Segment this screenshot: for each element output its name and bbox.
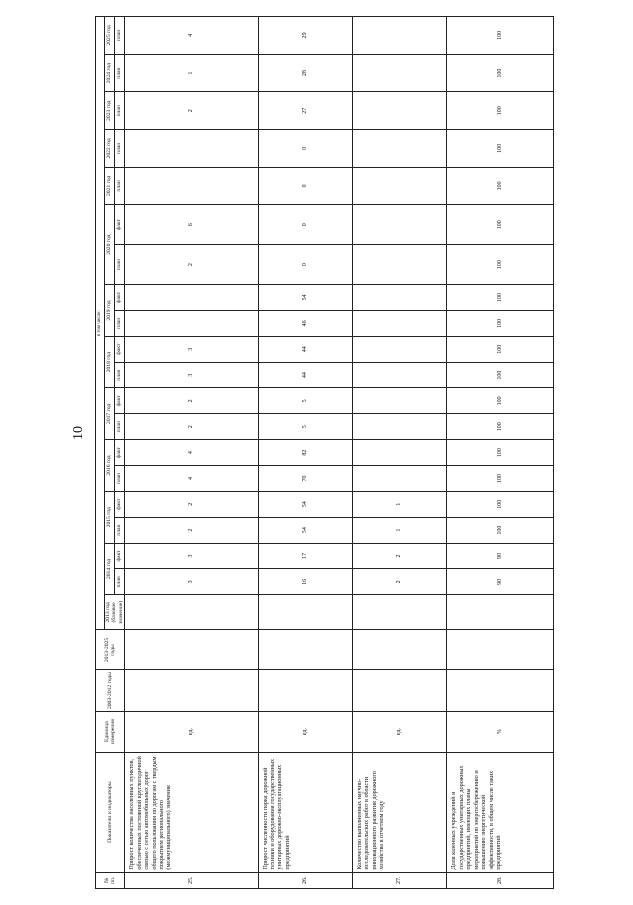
plan-cell: 4 (125, 466, 258, 492)
table-row (125, 17, 258, 889)
plan-cell: 100 (447, 92, 554, 130)
fact-cell: 90 (447, 543, 554, 569)
header-fact: факт (115, 543, 125, 569)
fact-cell: 2 (353, 543, 447, 569)
header-plan: план (115, 54, 125, 92)
value-2013-base (258, 595, 352, 630)
plan-cell: 27 (258, 92, 352, 130)
plan-cell: 3 (125, 362, 258, 388)
header-year: 2025 год (105, 17, 115, 55)
plan-cell: 0 (258, 130, 352, 168)
header-plan: план (115, 414, 125, 440)
fact-cell: 100 (447, 440, 554, 466)
plan-cell: 100 (447, 54, 554, 92)
plan-cell: 2 (125, 92, 258, 130)
header-fact: факт (115, 285, 125, 311)
fact-cell: 100 (447, 205, 554, 245)
plan-cell: 1 (353, 517, 447, 543)
header-year: 2023 год (105, 92, 115, 130)
fact-cell: 54 (258, 491, 352, 517)
plan-cell: 2 (353, 569, 447, 595)
value-2013-2025 (447, 630, 554, 670)
header-year: 2021 год (105, 167, 115, 205)
plan-cell: 100 (447, 167, 554, 205)
value-2003-2012 (125, 670, 258, 711)
unit-cell: ед. (125, 711, 258, 752)
row-number: 26. (258, 872, 352, 888)
indicators-table (95, 16, 554, 889)
indicator-name: Прирост численности парка дорожной техники и оборудования государственных унитарных дорожно-эксплуатационных предприятий (258, 752, 352, 872)
plan-cell (125, 310, 258, 336)
fact-cell: 3 (125, 543, 258, 569)
header-num: № пп. (96, 872, 125, 888)
fact-cell: 100 (447, 388, 554, 414)
plan-cell: 70 (258, 466, 352, 492)
indicator-name: Количество выполненных научно-исследовательских работ в области инновационного развития дорожного хозяйства в отчетном году (353, 752, 447, 872)
value-2013-base (125, 595, 258, 630)
header-2013-base: 2013 год (базовое значение) (105, 595, 125, 630)
plan-cell (353, 167, 447, 205)
fact-cell: 2 (125, 388, 258, 414)
value-2003-2012 (447, 670, 554, 711)
header-year: 2018 год (105, 336, 115, 388)
plan-cell: 0 (258, 167, 352, 205)
value-2013-2025 (258, 630, 352, 670)
fact-cell: 17 (258, 543, 352, 569)
fact-cell (353, 205, 447, 245)
plan-cell: 46 (258, 310, 352, 336)
header-plan: план (115, 569, 125, 595)
plan-cell: 28 (258, 54, 352, 92)
header-year: 2020 год (105, 205, 115, 285)
value-2013-2025 (125, 630, 258, 670)
header-2013-2025: 2013-2025 годы (96, 630, 125, 670)
value-2013-2025 (353, 630, 447, 670)
plan-cell: 100 (447, 466, 554, 492)
plan-cell (353, 130, 447, 168)
header-year: 2024 год (105, 54, 115, 92)
fact-cell: 0 (258, 205, 352, 245)
fact-cell: 6 (125, 205, 258, 245)
fact-cell: 54 (258, 285, 352, 311)
row-number: 27. (353, 872, 447, 888)
header-year: 2016 год (105, 440, 115, 492)
plan-cell: 100 (447, 245, 554, 285)
plan-cell: 2 (125, 517, 258, 543)
indicator-name: Доля казенных учреждений и государственных унитарных дорожных предприятий, имеющих планы мероприятий по энергосбережению и повышению энергетической эффективности, в общем числе таких предприятий (447, 752, 554, 872)
plan-cell (353, 245, 447, 285)
plan-cell: 5 (258, 414, 352, 440)
unit-cell: % (447, 711, 554, 752)
plan-cell: 4 (125, 17, 258, 55)
page-number: 10 (71, 426, 86, 440)
row-number: 25. (125, 872, 258, 888)
header-year: 2014 год (105, 543, 115, 595)
header-plan: план (115, 130, 125, 168)
table-row (258, 17, 352, 889)
value-2003-2012 (258, 670, 352, 711)
plan-cell: 16 (258, 569, 352, 595)
plan-cell: 3 (125, 569, 258, 595)
rotated-table-wrapper (95, 16, 549, 889)
fact-cell: 4 (125, 440, 258, 466)
header-including: в том числе: (96, 17, 105, 631)
fact-cell: 44 (258, 336, 352, 362)
table-row (447, 17, 554, 889)
header-fact: факт (115, 440, 125, 466)
plan-cell: 1 (125, 54, 258, 92)
header-year: 2019 год (105, 285, 115, 337)
fact-cell: 3 (125, 336, 258, 362)
header-plan: план (115, 92, 125, 130)
plan-cell (353, 466, 447, 492)
fact-cell: 5 (258, 388, 352, 414)
header-year: 2015 год (105, 491, 115, 543)
plan-cell (125, 167, 258, 205)
header-plan: план (115, 17, 125, 55)
plan-cell: 2 (125, 414, 258, 440)
plan-cell (353, 92, 447, 130)
header-plan: план (115, 167, 125, 205)
plan-cell (125, 130, 258, 168)
plan-cell (353, 310, 447, 336)
fact-cell (353, 388, 447, 414)
header-plan: план (115, 517, 125, 543)
fact-cell (125, 285, 258, 311)
plan-cell (353, 54, 447, 92)
fact-cell: 82 (258, 440, 352, 466)
header-fact: факт (115, 205, 125, 245)
plan-cell: 100 (447, 517, 554, 543)
header-year: 2017 год (105, 388, 115, 440)
plan-cell: 100 (447, 17, 554, 55)
plan-cell: 44 (258, 362, 352, 388)
row-number: 28. (447, 872, 554, 888)
header-name: Показатели и индикаторы (96, 752, 125, 872)
unit-cell: ед. (353, 711, 447, 752)
plan-cell: 0 (258, 245, 352, 285)
plan-cell: 100 (447, 362, 554, 388)
value-2013-base (353, 595, 447, 630)
header-plan: план (115, 466, 125, 492)
fact-cell (353, 285, 447, 311)
fact-cell: 100 (447, 491, 554, 517)
fact-cell: 100 (447, 336, 554, 362)
fact-cell (353, 440, 447, 466)
header-plan: план (115, 310, 125, 336)
plan-cell: 29 (258, 17, 352, 55)
plan-cell (353, 17, 447, 55)
value-2013-base (447, 595, 554, 630)
header-fact: факт (115, 336, 125, 362)
header-fact: факт (115, 388, 125, 414)
header-unit: Единица измерения (96, 711, 125, 752)
fact-cell (353, 336, 447, 362)
indicator-name: Прирост количества населенных пунктов, обеспеченных постоянной круглогодичной связью с сетью автомобильных дорог общего пользования по дорогам с твердым покрытием регионального (межмуниципального) значения (125, 752, 258, 872)
plan-cell (353, 414, 447, 440)
fact-cell: 1 (353, 491, 447, 517)
plan-cell: 2 (125, 245, 258, 285)
fact-cell: 100 (447, 285, 554, 311)
plan-cell: 100 (447, 310, 554, 336)
header-fact: факт (115, 491, 125, 517)
plan-cell (353, 362, 447, 388)
table-row (353, 17, 447, 889)
plan-cell: 100 (447, 130, 554, 168)
unit-cell: ед. (258, 711, 352, 752)
plan-cell: 90 (447, 569, 554, 595)
fact-cell: 2 (125, 491, 258, 517)
header-year: 2022 год (105, 130, 115, 168)
value-2003-2012 (353, 670, 447, 711)
plan-cell: 54 (258, 517, 352, 543)
header-2003-2012: 2003-2012 годы (96, 670, 125, 711)
header-plan: план (115, 362, 125, 388)
plan-cell: 100 (447, 414, 554, 440)
header-plan: план (115, 245, 125, 285)
